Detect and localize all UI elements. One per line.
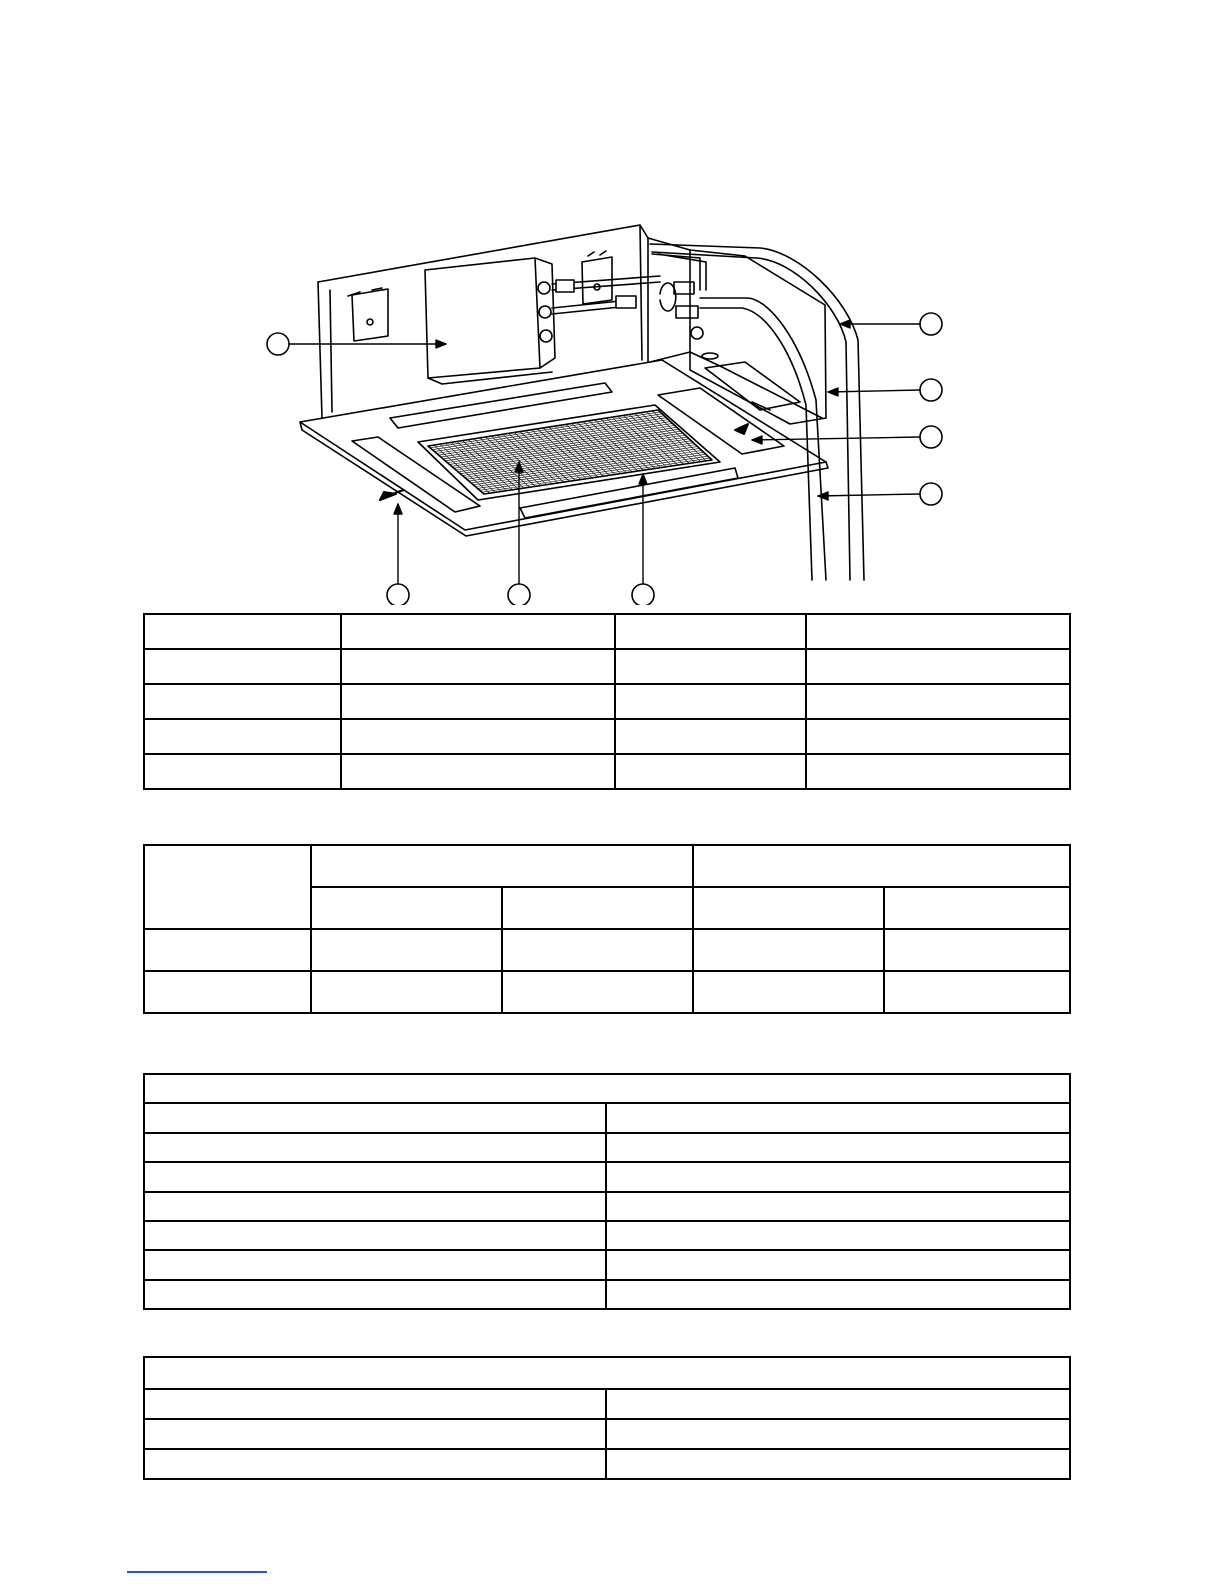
parts-cell	[341, 719, 615, 754]
spec-sub-header	[693, 887, 884, 929]
table-three-cell	[606, 1162, 1070, 1191]
parts-cell	[806, 684, 1070, 719]
spec-cell	[884, 929, 1070, 971]
table-three-cell	[606, 1250, 1070, 1279]
parts-cell	[615, 754, 806, 789]
table-row	[144, 1250, 1070, 1279]
parts-cell	[144, 614, 341, 649]
table-row	[144, 1449, 1070, 1479]
table-three-cell	[144, 1280, 606, 1309]
table-four-cell	[144, 1419, 606, 1449]
callout-circle	[920, 426, 942, 448]
spec-group-header	[311, 845, 693, 887]
parts-cell	[341, 684, 615, 719]
parts-cell	[615, 684, 806, 719]
table-four-cell	[606, 1389, 1070, 1419]
unit-housing	[318, 225, 690, 418]
table-row	[144, 719, 1070, 754]
table-three-cell	[144, 1221, 606, 1250]
callout-circle	[387, 584, 409, 605]
parts-cell	[806, 649, 1070, 684]
spec-cell	[311, 929, 502, 971]
table-row	[144, 754, 1070, 789]
table-row	[144, 649, 1070, 684]
parts-cell	[341, 614, 615, 649]
table-three-cell	[606, 1280, 1070, 1309]
parts-cell	[341, 754, 615, 789]
table-three-cell	[144, 1250, 606, 1279]
table-row	[144, 614, 1070, 649]
table-row	[144, 1192, 1070, 1221]
spec-corner-cell	[144, 845, 311, 929]
table-three-cell	[606, 1221, 1070, 1250]
parts-cell	[144, 719, 341, 754]
table-row	[144, 684, 1070, 719]
drain-pan	[690, 250, 826, 424]
spec-group-header	[693, 845, 1070, 887]
table-four-cell	[606, 1449, 1070, 1479]
indoor-unit-diagram	[0, 0, 1225, 605]
table-four-title	[144, 1357, 1070, 1389]
table-row	[144, 1162, 1070, 1191]
parts-cell	[806, 614, 1070, 649]
table-three-cell	[144, 1103, 606, 1132]
spec-table	[143, 844, 1071, 1014]
table-three-cell	[144, 1162, 606, 1191]
table-three-cell	[144, 1133, 606, 1162]
parts-cell	[615, 649, 806, 684]
parts-cell	[806, 719, 1070, 754]
callout-circle	[920, 483, 942, 505]
parts-cell	[144, 754, 341, 789]
parts-cell	[615, 614, 806, 649]
table-three-title	[144, 1074, 1070, 1103]
spec-cell	[693, 971, 884, 1013]
table-three-cell	[144, 1192, 606, 1221]
table-four-cell	[144, 1389, 606, 1419]
spec-sub-header	[311, 887, 502, 929]
table-row	[144, 971, 1070, 1013]
callout-circle	[920, 313, 942, 335]
table-four-cell	[144, 1449, 606, 1479]
table-three-cell	[606, 1103, 1070, 1132]
table-row	[144, 1389, 1070, 1419]
parts-cell	[615, 719, 806, 754]
table-row	[144, 1221, 1070, 1250]
table-four-cell	[606, 1419, 1070, 1449]
table-three-cell	[606, 1192, 1070, 1221]
spec-cell	[311, 971, 502, 1013]
spec-cell	[144, 971, 311, 1013]
table-three-cell	[606, 1133, 1070, 1162]
callout-circle	[508, 584, 530, 605]
table-row	[144, 1103, 1070, 1132]
parts-cell	[144, 684, 341, 719]
spec-sub-header	[502, 887, 693, 929]
spec-cell	[144, 929, 311, 971]
parts-table	[143, 613, 1071, 790]
spec-cell	[884, 971, 1070, 1013]
electrical-box	[425, 258, 555, 384]
callout-circle	[632, 584, 654, 605]
parts-cell	[341, 649, 615, 684]
spec-cell	[693, 929, 884, 971]
callout-circle	[920, 379, 942, 401]
table-row	[144, 929, 1070, 971]
pipe-fittings	[552, 254, 706, 339]
footer-link[interactable]	[127, 1571, 267, 1573]
spec-sub-header	[884, 887, 1070, 929]
table-row	[144, 1133, 1070, 1162]
parts-cell	[144, 649, 341, 684]
spec-cell	[502, 929, 693, 971]
table-row	[144, 1280, 1070, 1309]
spec-cell	[502, 971, 693, 1013]
table-four	[143, 1356, 1071, 1480]
table-row	[144, 1419, 1070, 1449]
parts-cell	[806, 754, 1070, 789]
table-three	[143, 1073, 1071, 1310]
callout-circle	[267, 333, 289, 355]
